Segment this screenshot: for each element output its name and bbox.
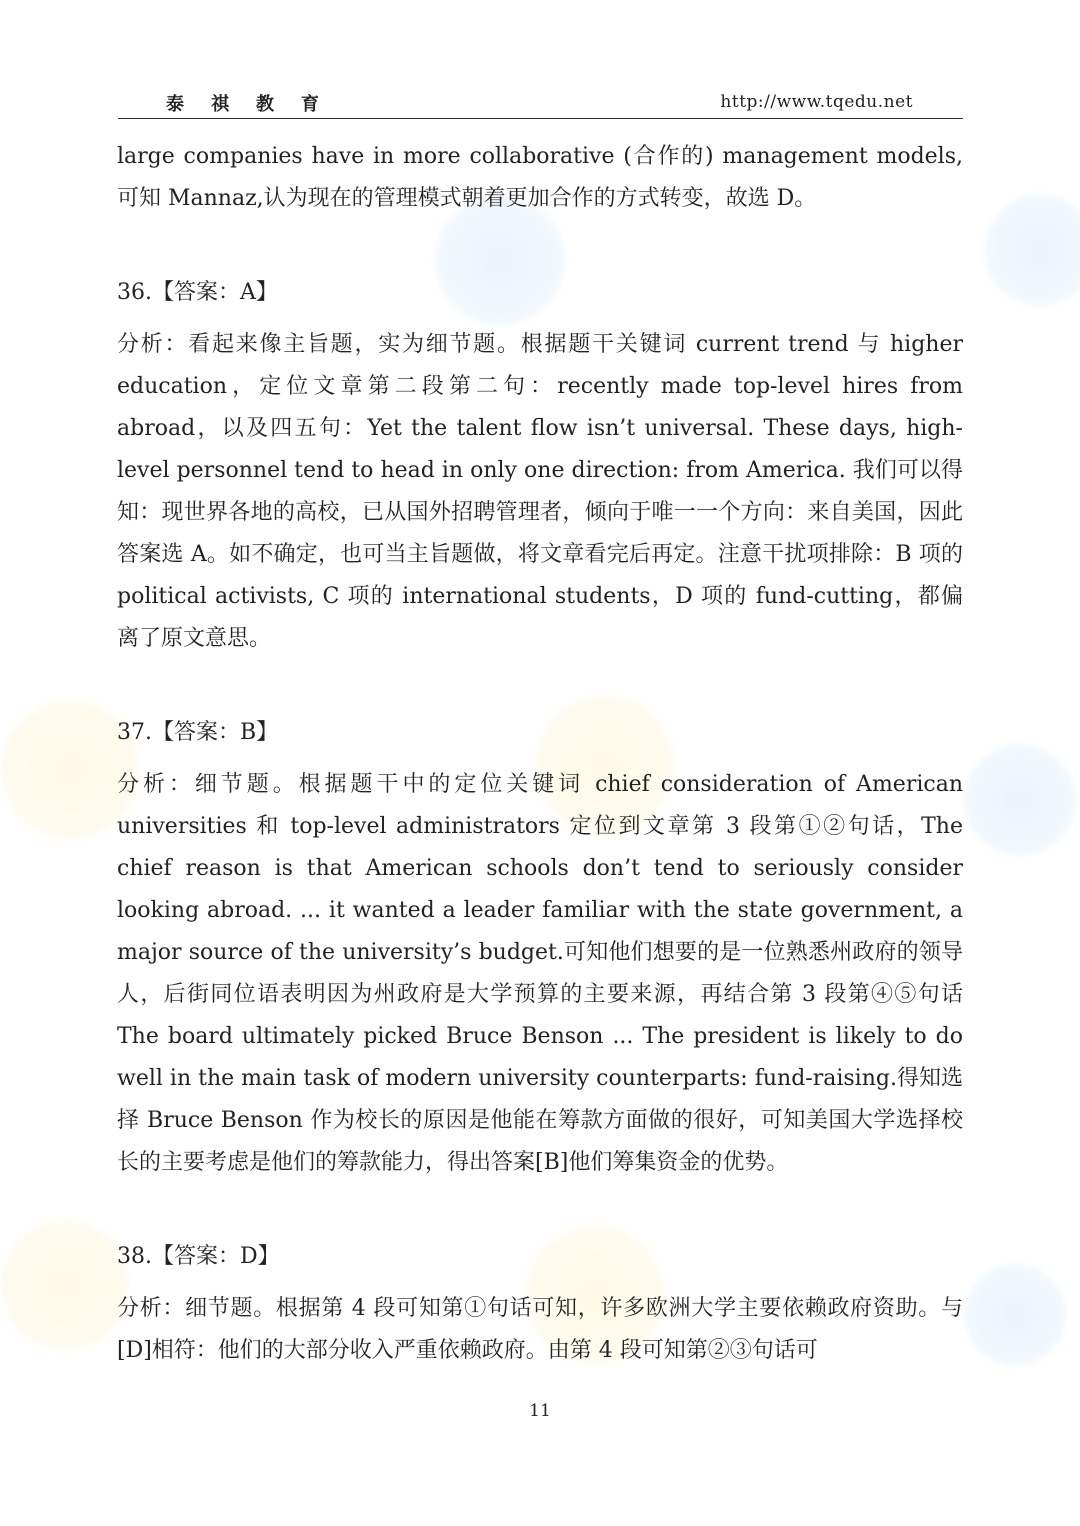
analysis-38: 分析：细节题。根据第 4 段可知第①句话可知，许多欧洲大学主要依赖政府资助。与[D]相符：他们的大部分收入严重依赖政府。由第 4 段可知第②③句话可 [117,1296,963,1363]
header-url: http://www.tqedu.net [720,92,913,112]
header-org-name: 泰祺教育 [166,94,346,115]
answer-title-38: 38.【答案：D】 [117,1244,280,1269]
watermark-emblem [0,1210,130,1360]
analysis-37: 分析：细节题。根据题干中的定位关键词 chief consideration of American universities 和 top-level administrators 定位到文章第 3 段第①②句话，The chief reason is that American schools don’t tend to seriously consider looking abroad. ... it wanted a leader familiar with the state government, a major source of the university’s budget.可知他们想要的是一位熟悉州政府的领导人，后街同位语表明因为州政府是大学预算的主要来源，再结合第 3 段第④⑤句话 The board ultimately picked Bruce Benson ... The president is likely to do well in the main task of modern university counterparts: fund-raising.得知选择 Bruce Benson 作为校长的原因是他能在筹款方面做的很好，可知美国大学选择校长的主要考虑是他们的筹款能力，得出答案[B]他们筹集资金的优势。 [117,772,963,1175]
watermark-emblem [960,1260,1070,1370]
watermark-emblem [980,190,1080,310]
page-header [118,88,963,119]
answer-title-37: 37.【答案：B】 [117,720,279,745]
intro-paragraph: large companies have in more collaborative (合作的) management models, 可知 Mannaz,认为现在的管理模式朝着更加合作的方式转变，故选 D。 [117,144,963,211]
answer-title-36: 36.【答案：A】 [117,280,278,305]
watermark-emblem [960,740,1080,860]
analysis-36: 分析：看起来像主旨题，实为细节题。根据题干关键词 current trend 与 higher education，定位文章第二段第二句：recently made top-level hires from abroad，以及四五句：Yet the talent flow isn’t universal. These days, high-level personnel tend to head in only one direction: from America. 我们可以得知：现世界各地的高校，已从国外招聘管理者，倾向于唯一一个方向：来自美国，因此答案选 A。如不确定，也可当主旨题做，将文章看完后再定。注意干扰项排除：B 项的 political activists, C 项的 international students，D 项的 fund-cutting，都偏离了原文意思。 [117,332,963,651]
page-body [117,136,963,1372]
page-number: 11 [529,1401,551,1421]
